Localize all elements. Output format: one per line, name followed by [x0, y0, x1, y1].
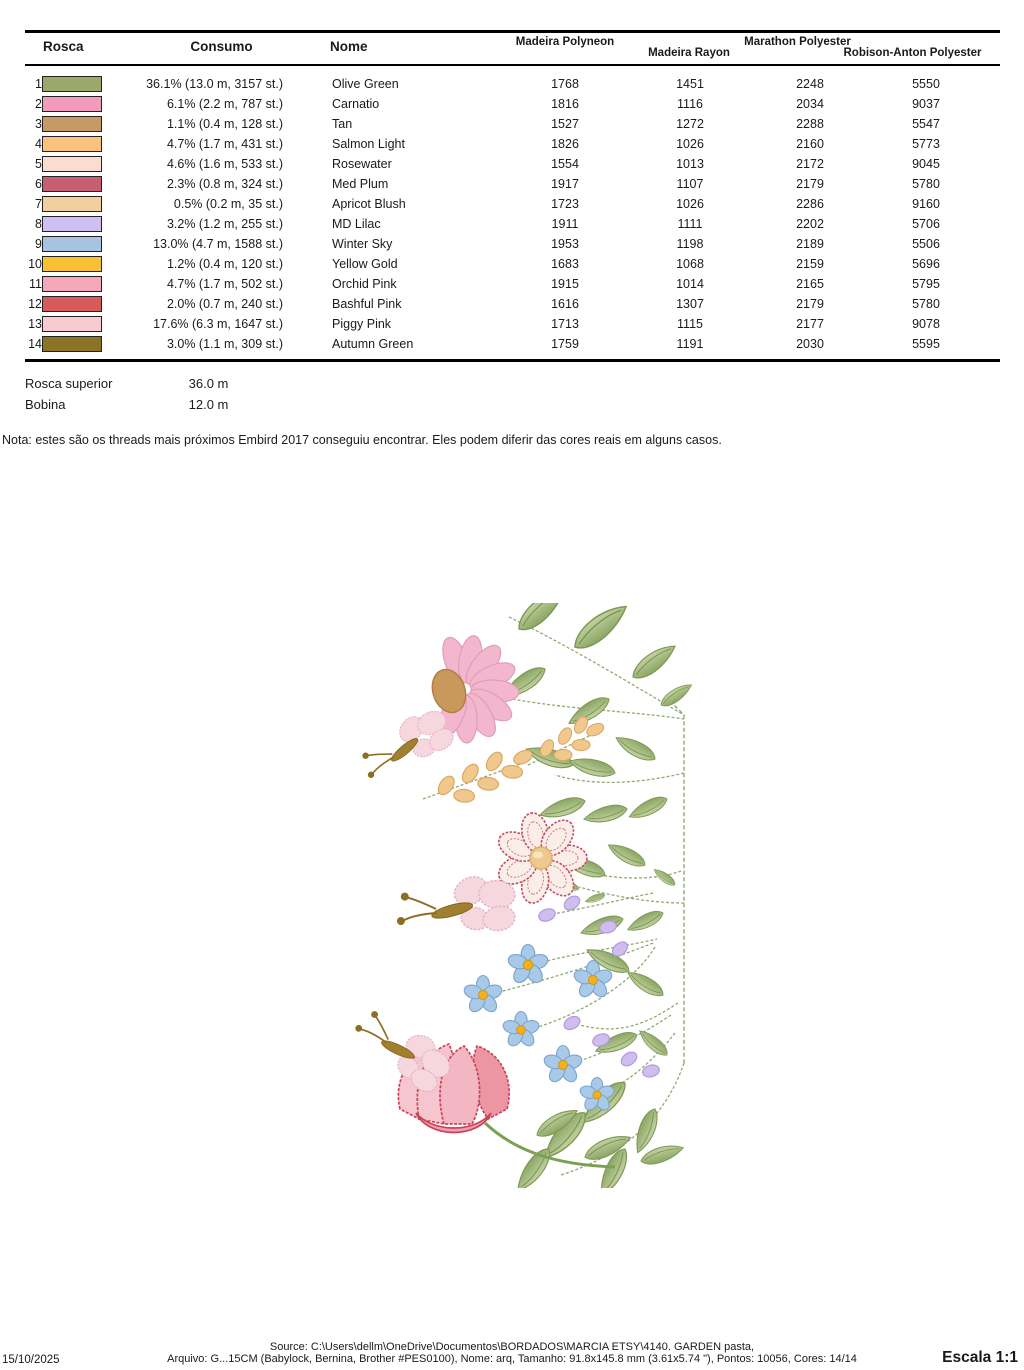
color-swatch [42, 256, 102, 272]
madeira-polyneon-cell: 1554 [551, 157, 579, 171]
table-row [25, 254, 1000, 274]
embroidery-design-preview [323, 603, 721, 1188]
row-number: 6 [35, 177, 42, 191]
color-swatch [42, 316, 102, 332]
footer-file-line: Arquivo: G...15CM (Babylock, Bernina, Brother #PES0100), Nome: arq, Tamanho: 91.8x145.8 mm (3.61x5.74 "), Pontos: 10056, Cores: 14/14 [167, 1353, 857, 1365]
footer-scale: Escala 1:1 [942, 1349, 1018, 1366]
madeira-polyneon-cell: 1911 [551, 217, 579, 231]
nome-cell: Olive Green [332, 77, 399, 91]
table-row [25, 94, 1000, 114]
nome-cell: Piggy Pink [332, 317, 392, 331]
madeira-polyneon-cell: 1917 [551, 177, 579, 191]
robison-anton-cell: 5780 [912, 177, 940, 191]
robison-anton-cell: 9160 [912, 197, 940, 211]
row-number: 14 [28, 337, 42, 351]
madeira-rayon-cell: 1116 [677, 97, 703, 111]
bobina-row [25, 394, 228, 415]
thread-table [25, 30, 1000, 362]
table-row [25, 134, 1000, 154]
color-swatch [42, 76, 102, 92]
nome-cell: Yellow Gold [332, 257, 398, 271]
marathon-polyester-cell: 2202 [796, 217, 824, 231]
header-consumo: Consumo [190, 39, 253, 54]
thread-table-body [25, 66, 1000, 362]
marathon-polyester-cell: 2248 [796, 77, 824, 91]
color-swatch [42, 176, 102, 192]
row-number: 7 [35, 197, 42, 211]
consumo-cell: 3.2% (1.2 m, 255 st.) [166, 217, 283, 231]
robison-anton-cell: 9045 [912, 157, 940, 171]
consumo-cell: 2.3% (0.8 m, 324 st.) [166, 177, 283, 191]
color-swatch [42, 236, 102, 252]
footer-source-line: Source: C:\Users\dellm\OneDrive\Documentos\BORDADOS\MARCIA ETSY\4140. GARDEN pasta, [269, 1341, 755, 1353]
madeira-rayon-cell: 1111 [677, 217, 703, 231]
madeira-polyneon-cell: 1826 [551, 137, 579, 151]
nome-cell: Tan [332, 117, 353, 131]
madeira-polyneon-cell: 1723 [551, 197, 579, 211]
madeira-rayon-cell: 1013 [676, 157, 704, 171]
table-row [25, 114, 1000, 134]
header-madeira-polyneon: Madeira Polyneon [515, 36, 615, 48]
color-swatch [42, 296, 102, 312]
robison-anton-cell: 5550 [912, 77, 940, 91]
table-row [25, 334, 1000, 354]
note-text: Nota: estes são os threads mais próximos Embird 2017 conseguiu encontrar. Eles podem diferir das cores reais em alguns casos. [2, 433, 722, 447]
madeira-rayon-cell: 1026 [676, 137, 704, 151]
madeira-rayon-cell: 1014 [676, 277, 704, 291]
header-marathon-polyester: Marathon Polyester [744, 36, 851, 48]
robison-anton-cell: 5595 [912, 337, 940, 351]
row-number: 1 [35, 77, 42, 91]
consumo-cell: 13.0% (4.7 m, 1588 st.) [153, 237, 283, 251]
color-swatch [42, 276, 102, 292]
madeira-rayon-cell: 1068 [676, 257, 704, 271]
table-row [25, 314, 1000, 334]
madeira-rayon-cell: 1451 [676, 77, 704, 91]
marathon-polyester-cell: 2030 [796, 337, 824, 351]
madeira-polyneon-cell: 1953 [551, 237, 579, 251]
color-swatch [42, 96, 102, 112]
table-row [25, 154, 1000, 174]
madeira-rayon-cell: 1272 [676, 117, 704, 131]
thread-table-header [25, 33, 1000, 66]
row-number: 8 [35, 217, 42, 231]
madeira-rayon-cell: 1115 [677, 317, 703, 331]
robison-anton-cell: 9037 [912, 97, 940, 111]
footer-date: 15/10/2025 [2, 1354, 60, 1366]
color-swatch [42, 336, 102, 352]
consumo-cell: 1.1% (0.4 m, 128 st.) [166, 117, 283, 131]
table-row [25, 294, 1000, 314]
madeira-polyneon-cell: 1713 [551, 317, 579, 331]
row-number: 12 [28, 297, 42, 311]
table-row [25, 274, 1000, 294]
robison-anton-cell: 5780 [912, 297, 940, 311]
nome-cell: Orchid Pink [332, 277, 397, 291]
robison-anton-cell: 5547 [912, 117, 940, 131]
row-number: 11 [29, 277, 42, 291]
header-robison-anton: Robison-Anton Polyester [843, 47, 982, 59]
rosca-superior-label: Rosca superior [25, 376, 113, 391]
table-row [25, 234, 1000, 254]
madeira-polyneon-cell: 1768 [551, 77, 579, 91]
marathon-polyester-cell: 2034 [796, 97, 824, 111]
robison-anton-cell: 9078 [912, 317, 940, 331]
consumo-cell: 2.0% (0.7 m, 240 st.) [166, 297, 283, 311]
bobina-value: 12.0 m [188, 397, 229, 412]
nome-cell: Apricot Blush [332, 197, 406, 211]
marathon-polyester-cell: 2172 [796, 157, 824, 171]
row-number: 10 [28, 257, 42, 271]
table-row [25, 214, 1000, 234]
madeira-rayon-cell: 1191 [676, 337, 704, 351]
consumo-cell: 1.2% (0.4 m, 120 st.) [166, 257, 283, 271]
consumo-cell: 36.1% (13.0 m, 3157 st.) [146, 77, 283, 91]
color-swatch [42, 156, 102, 172]
consumo-cell: 6.1% (2.2 m, 787 st.) [166, 97, 283, 111]
consumo-cell: 4.6% (1.6 m, 533 st.) [166, 157, 283, 171]
madeira-polyneon-cell: 1527 [551, 117, 579, 131]
color-swatch [42, 196, 102, 212]
nome-cell: MD Lilac [332, 217, 381, 231]
madeira-rayon-cell: 1198 [676, 237, 704, 251]
madeira-polyneon-cell: 1683 [551, 257, 579, 271]
marathon-polyester-cell: 2179 [796, 297, 824, 311]
robison-anton-cell: 5506 [912, 237, 940, 251]
nome-cell: Carnatio [332, 97, 380, 111]
table-row [25, 74, 1000, 94]
thread-totals [25, 373, 228, 415]
header-rosca: Rosca [43, 39, 84, 54]
consumo-cell: 4.7% (1.7 m, 502 st.) [166, 277, 283, 291]
row-number: 5 [35, 157, 42, 171]
madeira-rayon-cell: 1307 [676, 297, 704, 311]
row-number: 9 [35, 237, 42, 251]
robison-anton-cell: 5795 [912, 277, 940, 291]
madeira-rayon-cell: 1026 [676, 197, 704, 211]
consumo-cell: 0.5% (0.2 m, 35 st.) [173, 197, 283, 211]
madeira-rayon-cell: 1107 [676, 177, 704, 191]
marathon-polyester-cell: 2160 [796, 137, 824, 151]
table-row [25, 174, 1000, 194]
nome-cell: Med Plum [332, 177, 389, 191]
robison-anton-cell: 5696 [912, 257, 940, 271]
nome-cell: Winter Sky [332, 237, 393, 251]
marathon-polyester-cell: 2165 [796, 277, 824, 291]
nome-cell: Salmon Light [332, 137, 405, 151]
bobina-label: Bobina [25, 397, 66, 412]
header-nome: Nome [330, 39, 368, 54]
table-row [25, 194, 1000, 214]
madeira-polyneon-cell: 1616 [551, 297, 579, 311]
madeira-polyneon-cell: 1759 [551, 337, 579, 351]
marathon-polyester-cell: 2179 [796, 177, 824, 191]
nome-cell: Autumn Green [332, 337, 414, 351]
row-number: 2 [35, 97, 42, 111]
color-swatch [42, 116, 102, 132]
color-swatch [42, 136, 102, 152]
rosca-superior-value: 36.0 m [188, 376, 229, 391]
nome-cell: Bashful Pink [332, 297, 402, 311]
consumo-cell: 4.7% (1.7 m, 431 st.) [166, 137, 283, 151]
marathon-polyester-cell: 2177 [796, 317, 824, 331]
marathon-polyester-cell: 2286 [796, 197, 824, 211]
row-number: 4 [35, 137, 42, 151]
marathon-polyester-cell: 2159 [796, 257, 824, 271]
row-number: 13 [28, 317, 42, 331]
marathon-polyester-cell: 2189 [796, 237, 824, 251]
consumo-cell: 17.6% (6.3 m, 1647 st.) [153, 317, 283, 331]
marathon-polyester-cell: 2288 [796, 117, 824, 131]
madeira-polyneon-cell: 1816 [551, 97, 579, 111]
header-madeira-rayon: Madeira Rayon [648, 47, 730, 59]
row-number: 3 [35, 117, 42, 131]
nome-cell: Rosewater [332, 157, 392, 171]
consumo-cell: 3.0% (1.1 m, 309 st.) [166, 337, 283, 351]
robison-anton-cell: 5706 [912, 217, 940, 231]
robison-anton-cell: 5773 [912, 137, 940, 151]
rosca-superior-row [25, 373, 228, 394]
color-swatch [42, 216, 102, 232]
madeira-polyneon-cell: 1915 [551, 277, 579, 291]
